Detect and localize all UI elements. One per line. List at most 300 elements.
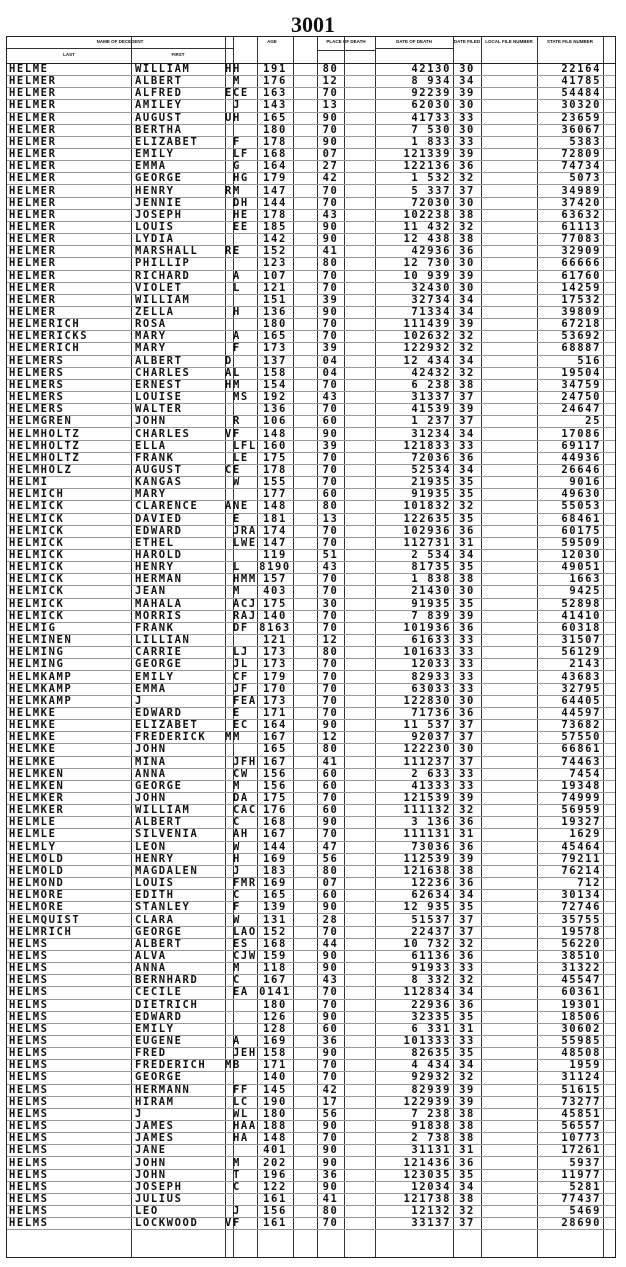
cell-mi — [225, 853, 233, 865]
cell-date: 7 530 — [411, 123, 451, 136]
cell-mi: R — [225, 184, 233, 197]
table-row — [7, 403, 615, 416]
cell-city — [344, 270, 375, 282]
cell-filed: 38 — [459, 233, 475, 246]
cell-state: 52898 — [561, 597, 601, 610]
cell-state: 55985 — [561, 1035, 601, 1047]
cell-first: STANLEY — [135, 901, 191, 914]
cell-cnty: 70 — [322, 1132, 339, 1145]
cell-first: EDWARD — [135, 1010, 183, 1023]
cell-city — [344, 172, 375, 184]
cell-city — [344, 148, 375, 160]
cell-date: 62030 — [411, 99, 451, 112]
cell-mi — [225, 1144, 233, 1156]
table-row — [7, 926, 615, 939]
cell-x — [233, 1193, 257, 1205]
cell-state: 76214 — [561, 864, 601, 877]
cell-age: 156 — [263, 779, 287, 792]
cell-date: 112834 — [403, 986, 451, 999]
cell-age: 151 — [263, 293, 287, 306]
cell-date: 71334 — [411, 306, 451, 318]
cell-x: LJ — [233, 646, 249, 659]
cell-filed: 33 — [459, 682, 475, 695]
cell-filed: 32 — [459, 1205, 475, 1218]
cell-filed: 34 — [459, 549, 475, 561]
cell-city — [344, 768, 375, 780]
cell-last: HELMS — [9, 1144, 49, 1157]
cell-x: M — [233, 1156, 241, 1169]
cell-date: 6 238 — [411, 378, 451, 391]
cell-x: C — [233, 816, 241, 829]
cell-x: M — [233, 731, 241, 744]
cell-x: M — [233, 585, 241, 598]
cell-x: F — [233, 342, 241, 355]
table-row — [7, 780, 615, 793]
cell-age: 106 — [263, 415, 287, 428]
cell-x: LFL — [233, 439, 257, 452]
cell-cnty: 70 — [322, 609, 339, 622]
cell-cnty: 36 — [322, 1035, 339, 1047]
table-row — [7, 379, 615, 392]
cell-filed: 32 — [459, 330, 475, 343]
cell-mi — [225, 415, 233, 427]
cell-mi — [225, 707, 233, 719]
cell-filed: 38 — [459, 573, 475, 586]
cell-mi — [225, 1157, 233, 1169]
cell-first: JAMES — [135, 1132, 175, 1145]
cell-state: 44936 — [561, 451, 601, 464]
table-row — [7, 221, 615, 234]
cell-city — [344, 1059, 375, 1071]
cell-first: ALBERT — [135, 937, 183, 950]
cell-x: A — [233, 269, 241, 282]
cell-city — [344, 719, 375, 731]
cell-first: LOUIS — [135, 877, 175, 890]
cell-date: 42936 — [411, 245, 451, 258]
cell-age: 144 — [263, 196, 287, 209]
cell-x — [233, 233, 257, 245]
table-row — [7, 1169, 615, 1182]
cell-date: 92239 — [411, 87, 451, 100]
cell-cnty: 12 — [322, 634, 339, 647]
cell-filed: 34 — [459, 1180, 475, 1193]
cell-x: F — [233, 135, 241, 148]
table-row — [7, 950, 615, 963]
cell-age: 164 — [263, 719, 287, 732]
cell-cnty: 39 — [322, 342, 339, 355]
cell-last: HELMLE — [9, 828, 57, 841]
cell-first: FREDERICH — [135, 1059, 207, 1072]
cell-date: 12 730 — [403, 257, 451, 270]
cell-mi — [225, 1071, 233, 1083]
cell-first: LILLIAN — [135, 634, 191, 647]
cell-last: HELMKE — [9, 706, 57, 719]
cell-last: HELMS — [9, 998, 49, 1011]
cell-cnty: 44 — [322, 937, 339, 950]
table-row — [7, 768, 615, 781]
cell-first: GEORGE — [135, 925, 183, 938]
cell-state: 1629 — [569, 828, 601, 841]
cell-x — [233, 1023, 257, 1035]
cell-first: MARY — [135, 488, 167, 501]
cell-state: 9016 — [569, 476, 601, 489]
cell-first: LEON — [135, 840, 167, 853]
cell-age: 180 — [263, 998, 287, 1011]
cell-age: 154 — [263, 378, 287, 391]
cell-date: 5 337 — [411, 184, 451, 197]
cell-mi: V — [225, 1217, 233, 1230]
cell-cnty: 70 — [322, 123, 339, 136]
table-row — [7, 841, 615, 854]
cell-cnty: 90 — [322, 135, 339, 148]
cell-filed: 32 — [459, 937, 475, 950]
cell-age: 128 — [263, 1022, 287, 1035]
cell-mi — [225, 221, 233, 233]
cell-filed: 32 — [459, 1071, 475, 1084]
cell-first: SILVENIA — [135, 828, 199, 841]
cell-cnty: 39 — [322, 293, 339, 306]
cell-mi — [225, 1108, 233, 1120]
cell-last: HELMKAMP — [9, 682, 73, 695]
cell-date: 32335 — [411, 1010, 451, 1023]
cell-state: 74734 — [561, 160, 601, 173]
cell-filed: 30 — [459, 694, 475, 707]
cell-date: 91935 — [411, 488, 451, 501]
cell-mi: R — [225, 245, 233, 258]
cell-mi — [225, 671, 233, 683]
cell-date: 1 833 — [411, 135, 451, 148]
cell-cnty: 80 — [322, 1205, 339, 1218]
cell-state: 68461 — [561, 512, 601, 525]
cell-state: 45851 — [561, 1107, 601, 1120]
table-row — [7, 743, 615, 756]
cell-mi — [225, 294, 233, 306]
cell-city — [344, 294, 375, 306]
cell-age: 176 — [263, 804, 287, 817]
cell-mi — [225, 610, 233, 622]
cell-age: 119 — [263, 549, 287, 561]
cell-last: HELMERICH — [9, 342, 81, 355]
cell-x — [233, 294, 257, 306]
cell-city — [344, 683, 375, 695]
cell-city — [344, 950, 375, 962]
cell-state: 61113 — [561, 220, 601, 233]
cell-first: JULIUS — [135, 1192, 183, 1205]
cell-date: 6 331 — [411, 1022, 451, 1035]
cell-first: JAMES — [135, 1120, 175, 1133]
cell-city — [344, 1169, 375, 1181]
cell-date: 21935 — [411, 476, 451, 489]
cell-state: 17086 — [561, 427, 601, 440]
cell-age: 148 — [263, 427, 287, 440]
cell-x: M — [233, 75, 241, 88]
cell-state: 34989 — [561, 184, 601, 197]
cell-last: HELMER — [9, 233, 57, 246]
cell-last: HELMICK — [9, 597, 65, 610]
cell-filed: 36 — [459, 451, 475, 464]
cell-age: 165 — [263, 111, 287, 124]
cell-filed: 37 — [459, 755, 475, 768]
cell-x: C — [233, 974, 241, 987]
cell-mi — [225, 1132, 233, 1144]
cell-state: 14259 — [561, 281, 601, 294]
cell-first: J — [135, 694, 143, 707]
cell-mi — [225, 124, 233, 136]
cell-date: 82635 — [411, 1047, 451, 1060]
cell-first: ETHEL — [135, 536, 175, 549]
cell-cnty: 28 — [322, 913, 339, 926]
cell-mi — [225, 172, 233, 184]
cell-filed: 33 — [459, 658, 475, 671]
cell-filed: 38 — [459, 1132, 475, 1145]
cell-x: A — [233, 1035, 241, 1047]
cell-filed: 32 — [459, 342, 475, 355]
cell-first: WILLIAM — [135, 293, 191, 306]
cell-first: GEORGE — [135, 779, 183, 792]
cell-city — [344, 330, 375, 342]
cell-mi: H — [225, 378, 233, 391]
cell-date: 112539 — [403, 852, 451, 865]
cell-last: HELMERS — [9, 378, 65, 391]
cell-last: HELMS — [9, 1010, 49, 1023]
cell-x: HMM — [233, 573, 257, 586]
cell-date: 8 332 — [411, 974, 451, 987]
cell-state: 66666 — [561, 257, 601, 270]
cell-x: JRA — [233, 524, 257, 537]
cell-city — [344, 865, 375, 877]
cell-mi — [225, 440, 233, 452]
cell-cnty: 90 — [322, 1144, 339, 1157]
cell-date: 122635 — [403, 512, 451, 525]
cell-mi — [225, 160, 233, 172]
table-row — [7, 172, 615, 185]
cell-cnty: 60 — [322, 804, 339, 817]
cell-city — [344, 391, 375, 403]
cell-date: 111237 — [403, 755, 451, 768]
cell-date: 11 537 — [403, 719, 451, 732]
cell-first: ANNA — [135, 962, 167, 975]
cell-age: 161 — [263, 1217, 287, 1230]
cell-age: 401 — [263, 1144, 287, 1157]
cell-x: CE — [233, 87, 249, 100]
table-row — [7, 197, 615, 210]
cell-x: R — [233, 415, 241, 428]
table-row — [7, 804, 615, 817]
cell-filed: 37 — [459, 184, 475, 197]
cell-age: 158 — [263, 366, 287, 379]
cell-filed: 34 — [459, 986, 475, 999]
cell-age: 176 — [263, 75, 287, 88]
cell-last: HELMER — [9, 220, 57, 233]
cell-filed: 36 — [459, 816, 475, 829]
cell-state: 73682 — [561, 719, 601, 732]
table-row — [7, 415, 615, 428]
cell-x: H — [233, 852, 241, 865]
cell-cnty: 90 — [322, 1156, 339, 1169]
table-row — [7, 355, 615, 368]
cell-state: 31322 — [561, 962, 601, 975]
cell-cnty: 07 — [322, 877, 339, 890]
cell-x: W — [233, 913, 241, 926]
cell-state: 9425 — [569, 585, 601, 598]
cell-first: ERNEST — [135, 378, 183, 391]
table-row — [7, 233, 615, 246]
cell-city — [344, 415, 375, 427]
cell-date: 51537 — [411, 913, 451, 926]
cell-date: 22936 — [411, 998, 451, 1011]
cell-age: 192 — [263, 391, 287, 404]
cell-filed: 35 — [459, 1168, 475, 1181]
cell-state: 38510 — [561, 949, 601, 962]
cell-mi — [225, 768, 233, 780]
table-row — [7, 537, 615, 550]
cell-mi: D — [225, 354, 233, 367]
cell-filed: 36 — [459, 706, 475, 719]
cell-state: 712 — [577, 877, 601, 890]
cell-first: EMMA — [135, 160, 167, 173]
cell-mi: A — [225, 366, 233, 379]
cell-state: 48508 — [561, 1047, 601, 1060]
cell-mi — [225, 99, 233, 111]
cell-cnty: 43 — [322, 974, 339, 987]
header-state-file-number: STATE FILE NUMBER — [546, 39, 594, 44]
cell-last: HELMINEN — [9, 634, 73, 647]
cell-last: HELMGREN — [9, 415, 73, 428]
cell-first: GEORGE — [135, 658, 183, 671]
cell-date: 8 934 — [411, 75, 451, 88]
cell-date: 7 839 — [411, 609, 451, 622]
cell-x: DF — [233, 621, 249, 634]
cell-first: JENNIE — [135, 196, 183, 209]
cell-date: 121539 — [403, 792, 451, 804]
cell-cnty: 70 — [322, 524, 339, 537]
cell-cnty: 70 — [322, 792, 339, 804]
cell-last: HELMICK — [9, 609, 65, 622]
cell-age: 173 — [263, 658, 287, 671]
cell-city — [344, 306, 375, 318]
cell-city — [344, 828, 375, 840]
cell-date: 91838 — [411, 1120, 451, 1133]
cell-age: 168 — [263, 148, 287, 161]
column-header — [7, 37, 615, 64]
cell-first: EUGENE — [135, 1035, 183, 1047]
cell-first: JOHN — [135, 743, 167, 756]
cell-last: HELMER — [9, 245, 57, 258]
cell-x: B — [233, 1059, 241, 1072]
cell-city — [344, 877, 375, 889]
cell-age: 183 — [263, 864, 287, 877]
cell-state: 22164 — [561, 63, 601, 75]
cell-filed: 35 — [459, 1010, 475, 1023]
cell-state: 56220 — [561, 937, 601, 950]
cell-date: 12034 — [411, 1180, 451, 1193]
table-row — [7, 525, 615, 538]
cell-mi — [225, 136, 233, 148]
cell-x — [233, 549, 257, 561]
cell-age: 121 — [263, 281, 287, 294]
cell-x: CF — [233, 670, 249, 683]
cell-cnty: 70 — [322, 536, 339, 549]
cell-first: MORRIS — [135, 609, 183, 622]
cell-cnty: 60 — [322, 779, 339, 792]
cell-cnty: 70 — [322, 670, 339, 683]
cell-last: HELMKE — [9, 719, 57, 732]
cell-filed: 38 — [459, 1107, 475, 1120]
cell-city — [344, 428, 375, 440]
cell-state: 36067 — [561, 123, 601, 136]
cell-age: 178 — [263, 208, 287, 221]
cell-date: 111439 — [403, 318, 451, 331]
cell-cnty: 70 — [322, 658, 339, 671]
cell-x — [233, 1011, 257, 1023]
cell-last: HELMKAMP — [9, 670, 73, 683]
cell-filed: 32 — [459, 220, 475, 233]
cell-filed: 36 — [459, 245, 475, 258]
cell-age: 179 — [263, 172, 287, 185]
cell-filed: 38 — [459, 378, 475, 391]
table-row — [7, 889, 615, 902]
cell-first: EMILY — [135, 1022, 175, 1035]
cell-first: JOHN — [135, 1156, 167, 1169]
cell-x: CAC — [233, 804, 257, 817]
cell-first: CLARENCE — [135, 500, 199, 513]
cell-first: WILLIAM — [135, 804, 191, 817]
table-row — [7, 986, 615, 999]
cell-first: CARRIE — [135, 646, 183, 659]
cell-first: ALVA — [135, 949, 167, 962]
cell-first: VIOLET — [135, 281, 183, 294]
cell-age: 173 — [263, 646, 287, 659]
cell-last: HELMER — [9, 87, 57, 100]
cell-x: ES — [233, 937, 249, 950]
cell-last: HELMS — [9, 1107, 49, 1120]
cell-age: 170 — [263, 682, 287, 695]
cell-state: 1959 — [569, 1059, 601, 1072]
cell-cnty: 17 — [322, 1095, 339, 1108]
cell-filed: 36 — [459, 621, 475, 634]
cell-cnty: 41 — [322, 755, 339, 768]
cell-city — [344, 379, 375, 391]
cell-first: J — [135, 1107, 143, 1120]
cell-date: 73036 — [411, 840, 451, 853]
cell-x — [233, 355, 257, 367]
cell-first: JOHN — [135, 415, 167, 428]
cell-date: 122932 — [403, 342, 451, 355]
cell-filed: 34 — [459, 463, 475, 476]
cell-date: 92932 — [411, 1071, 451, 1084]
table-row — [7, 1011, 615, 1024]
cell-city — [344, 464, 375, 476]
cell-last: HELMQUIST — [9, 913, 81, 926]
cell-first: JANE — [135, 1144, 167, 1157]
cell-date: 41539 — [411, 403, 451, 416]
cell-state: 41410 — [561, 609, 601, 622]
cell-cnty: 80 — [322, 864, 339, 877]
cell-age: 191 — [263, 63, 287, 75]
cell-first: ELIZABET — [135, 719, 199, 732]
cell-last: HELMS — [9, 949, 49, 962]
cell-last: HELMER — [9, 306, 57, 318]
cell-last: HELMS — [9, 1217, 49, 1230]
cell-city — [344, 1120, 375, 1132]
cell-filed: 34 — [459, 306, 475, 318]
cell-x: E — [233, 512, 241, 525]
cell-first: GEORGE — [135, 1071, 183, 1084]
cell-state: 73277 — [561, 1095, 601, 1108]
cell-x: HAA — [233, 1120, 257, 1133]
cell-date: 121339 — [403, 148, 451, 161]
cell-date: 72036 — [411, 451, 451, 464]
